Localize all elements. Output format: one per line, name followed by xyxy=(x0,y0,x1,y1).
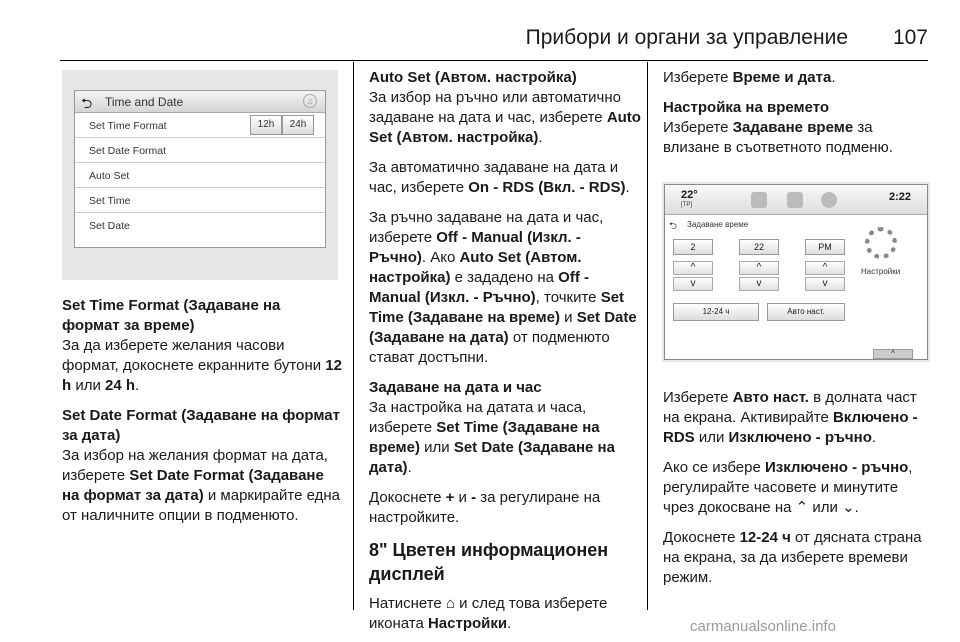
menu-row-set-date-format xyxy=(75,138,325,163)
btn-24h: 24h xyxy=(282,115,314,135)
menu-row-label: Set Time xyxy=(89,195,131,207)
menu-row-set-time xyxy=(75,188,325,213)
set-time-screenshot xyxy=(662,182,930,362)
heading-color-display: 8" Цветен информационен дисплей xyxy=(369,540,609,584)
menu-row-set-date xyxy=(75,213,325,238)
menu-row-label: Set Time Format xyxy=(89,120,167,132)
paragraph: За да изберете желания часови формат, докоснете екранните бутони 12 h или 24 h. xyxy=(62,337,342,394)
hour-up-icon: ^ xyxy=(673,261,713,275)
screen-frame xyxy=(74,90,326,248)
menu-row-set-time-format xyxy=(75,113,325,138)
heading-time-setting: Настройка на времето xyxy=(663,99,830,116)
menu-row-auto-set xyxy=(75,163,325,188)
column-1 xyxy=(62,296,342,536)
column-3-bottom xyxy=(663,388,931,598)
phone-icon xyxy=(787,192,803,208)
audio-icon xyxy=(751,192,767,208)
heading-set-date-format: Set Date Format (Задаване на формат за дата) xyxy=(62,407,340,444)
screen-frame xyxy=(664,184,928,360)
paragraph: Изберете Авто наст. в долната част на екрана. Активирайте Включено - RDS или Изключено - ръчно. xyxy=(663,389,918,446)
heading-auto-set: Auto Set (Автом. настройка) xyxy=(369,69,577,86)
paragraph: За избор на ръчно или автоматично задаване на дата и час, изберете Auto Set (Автом. настройка). xyxy=(369,89,641,146)
page-title: Прибори и органи за управление xyxy=(525,26,848,49)
screen-title: Задаване време xyxy=(687,220,749,229)
tp-indicator: [TP] xyxy=(681,202,693,208)
paragraph: Ако се избере Изключено - ръчно, регулирайте часовете и минутите чрез докосване на ⌃ или ⌄. xyxy=(663,459,913,516)
minute-up-icon: ^ xyxy=(739,261,779,275)
paragraph: За автоматично задаване на дата и час, изберете On - RDS (Вкл. - RDS). xyxy=(369,159,630,196)
back-icon: ⮌ xyxy=(81,95,93,111)
chevron-up-icon: ⌃ xyxy=(795,499,809,516)
time-date-screenshot xyxy=(62,70,338,280)
screen-title: Time and Date xyxy=(105,95,184,109)
watermark: carmanualsonline.info xyxy=(690,618,836,635)
paragraph: За настройка на датата и часа, изберете Set Time (Задаване на време) или Set Date (Задаване на дата). xyxy=(369,399,615,476)
heading-set-time-format: Set Time Format (Задаване на формат за време) xyxy=(62,297,281,334)
column-divider xyxy=(647,62,648,610)
paragraph: Натиснете ⌂ и след това изберете иконата Настройки. xyxy=(369,595,608,632)
settings-label: Настройки xyxy=(861,267,901,276)
menu-row-label: Auto Set xyxy=(89,170,130,182)
ampm-up-icon: ^ xyxy=(805,261,845,275)
column-3-top xyxy=(663,68,931,168)
hour-down-icon: v xyxy=(673,277,713,291)
paragraph: За избор на желания формат на дата, изберете Set Date Format (Задаване на формат за дата) и маркирайте една от наличните опции в подменюто. xyxy=(62,447,341,524)
ampm-down-icon: v xyxy=(805,277,845,291)
collapse-tab-icon: ^ xyxy=(873,349,913,359)
column-2 xyxy=(369,68,641,642)
ampm-value: PM xyxy=(805,239,845,255)
minute-down-icon: v xyxy=(739,277,779,291)
paragraph: Докоснете + и - за регулиране на настройките. xyxy=(369,489,601,526)
temperature: 22° xyxy=(681,189,698,201)
page-header xyxy=(60,26,928,66)
clock: 2:22 xyxy=(888,191,911,203)
btn-12-24: 12-24 ч xyxy=(673,303,759,321)
screen-header xyxy=(665,217,841,233)
status-bar xyxy=(665,185,927,215)
btn-auto-set: Авто наст. xyxy=(767,303,845,321)
paragraph: Изберете Задаване време за влизане в съответното подменю. xyxy=(663,119,893,156)
minute-value: 22 xyxy=(739,239,779,255)
paragraph: Изберете Време и дата. xyxy=(663,69,836,86)
column-divider xyxy=(353,62,354,610)
back-icon: ⮌ xyxy=(669,221,678,232)
info-icon xyxy=(821,192,837,208)
hour-value: 2 xyxy=(673,239,713,255)
page-number: 107 xyxy=(892,26,928,49)
home-icon: ⌂ xyxy=(445,595,455,612)
settings-gear-icon xyxy=(865,227,897,259)
btn-12h: 12h xyxy=(250,115,282,135)
heading-set-date-time: Задаване на дата и час xyxy=(369,379,542,396)
music-note-icon: ♫ xyxy=(303,94,317,108)
paragraph: Докоснете 12-24 ч от дясната страна на екрана, за да изберете времеви режим. xyxy=(663,529,922,586)
menu-row-label: Set Date xyxy=(89,220,130,232)
paragraph: За ръчно задаване на дата и час, изберете Off - Manual (Изкл. - Ръчно). Ако Auto Set (Автом. настройка) е зададено на Off - Manual (Изкл. - Ръчно), точките Set Time (Задаване на време) и Set Date (Задаване на дата) от подменюто стават достъпни. xyxy=(369,209,637,366)
screen-title-bar xyxy=(75,91,325,113)
menu-row-label: Set Date Format xyxy=(89,145,167,157)
header-rule xyxy=(60,60,928,61)
chevron-down-icon: ⌄ xyxy=(842,499,855,516)
